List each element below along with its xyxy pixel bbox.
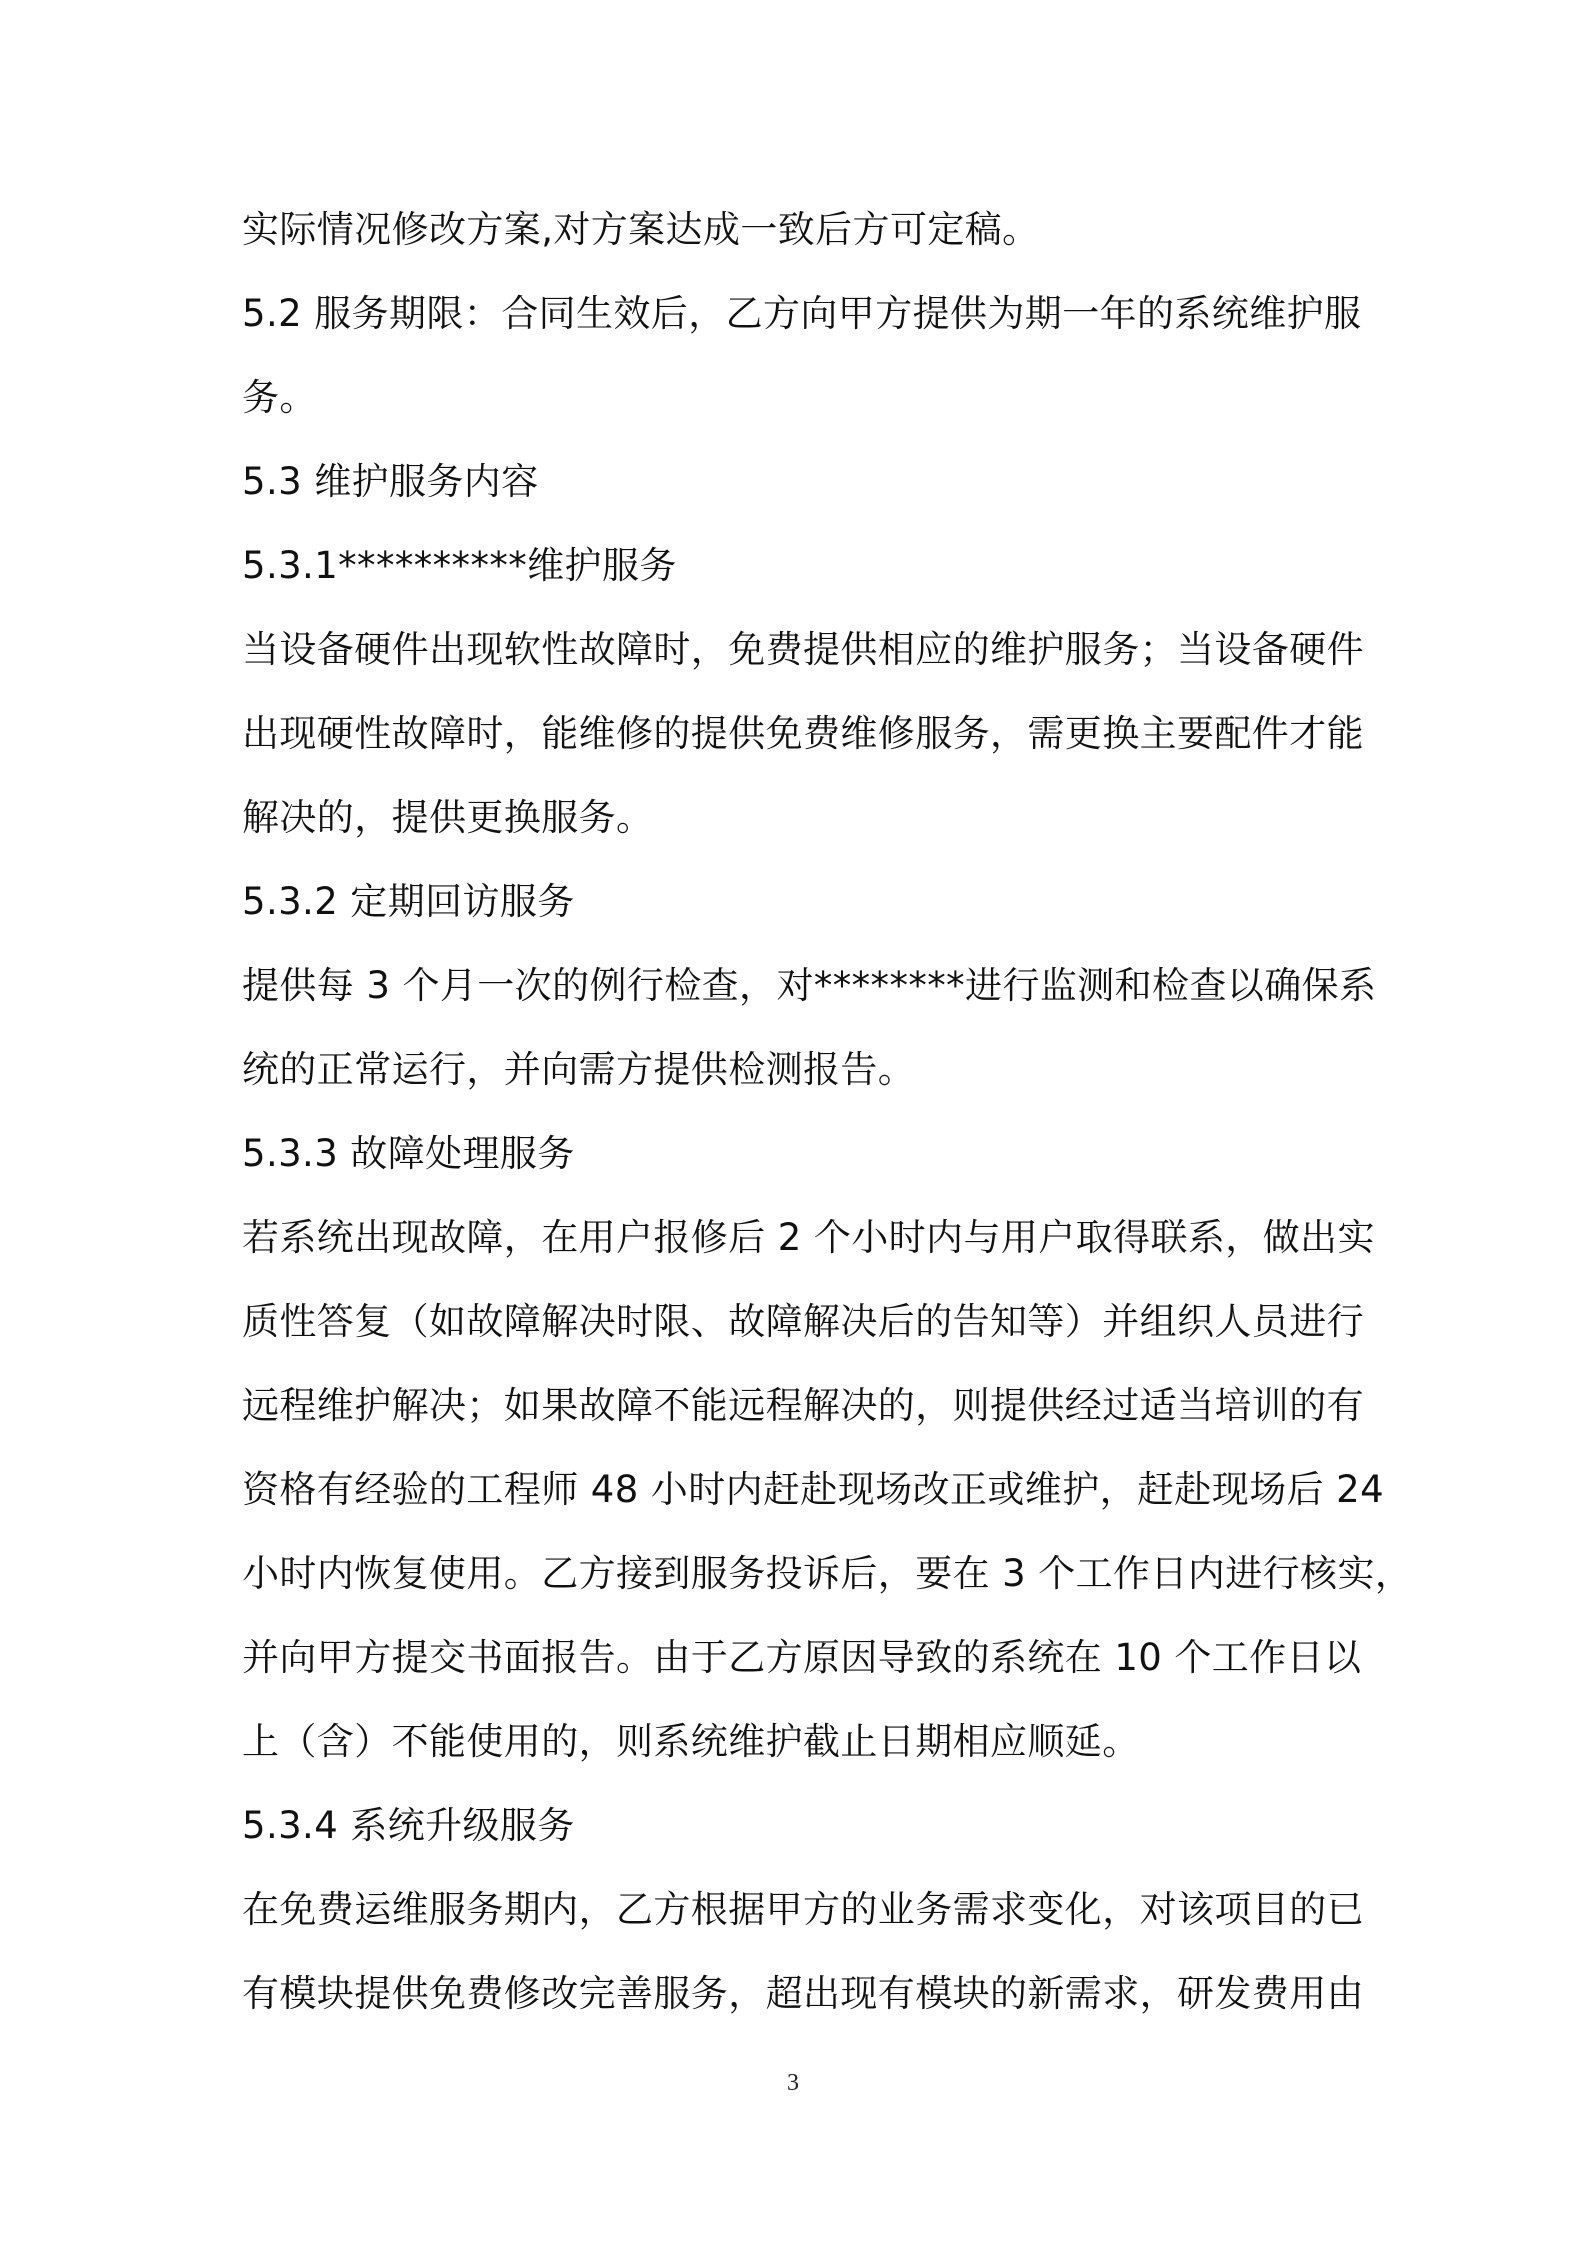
text-line: 并向甲方提交书面报告。由于乙方原因导致的系统在 10 个工作日以 xyxy=(242,1636,1362,1679)
section-heading: 5.3.4 系统升级服务 xyxy=(242,1804,575,1847)
text-line: 5.2 服务期限：合同生效后，乙方向甲方提供为期一年的系统维护服 xyxy=(242,292,1362,335)
section-heading: 5.3.1**********维护服务 xyxy=(242,544,677,587)
text-line: 有模块提供免费修改完善服务，超出现有模块的新需求，研发费用由 xyxy=(242,1972,1364,2015)
text-line: 在免费运维服务期内，乙方根据甲方的业务需求变化，对该项目的已 xyxy=(242,1888,1364,1931)
text-line: 统的正常运行，并向需方提供检测报告。 xyxy=(242,1048,916,1091)
text-line: 当设备硬件出现软性故障时，免费提供相应的维护服务；当设备硬件 xyxy=(242,628,1364,671)
text-line: 解决的，提供更换服务。 xyxy=(242,796,654,839)
document-body xyxy=(242,188,1413,2036)
text-line: 若系统出现故障，在用户报修后 2 个小时内与用户取得联系，做出实 xyxy=(242,1216,1375,1259)
section-heading: 5.3.3 故障处理服务 xyxy=(242,1132,575,1175)
text-line: 远程维护解决；如果故障不能远程解决的，则提供经过适当培训的有 xyxy=(242,1384,1364,1427)
text-line: 质性答复（如故障解决时限、故障解决后的告知等）并组织人员进行 xyxy=(242,1300,1364,1343)
text-line: 资格有经验的工程师 48 小时内赶赴现场改正或维护，赶赴现场后 24 xyxy=(242,1468,1385,1511)
text-line: 小时内恢复使用。乙方接到服务投诉后，要在 3 个工作日内进行核实， xyxy=(242,1552,1413,1595)
text-line: 上（含）不能使用的，则系统维护截止日期相应顺延。 xyxy=(242,1720,1140,1763)
section-heading: 5.3 维护服务内容 xyxy=(242,460,539,503)
page-number: 3 xyxy=(787,2070,799,2096)
text-line: 务。 xyxy=(242,376,317,419)
section-heading: 5.3.2 定期回访服务 xyxy=(242,880,575,923)
text-line: 出现硬性故障时，能维修的提供免费维修服务，需更换主要配件才能 xyxy=(242,712,1364,755)
text-line: 实际情况修改方案,对方案达成一致后方可定稿。 xyxy=(242,208,1040,251)
text-line: 提供每 3 个月一次的例行检查，对********进行监测和检查以确保系 xyxy=(242,964,1377,1007)
